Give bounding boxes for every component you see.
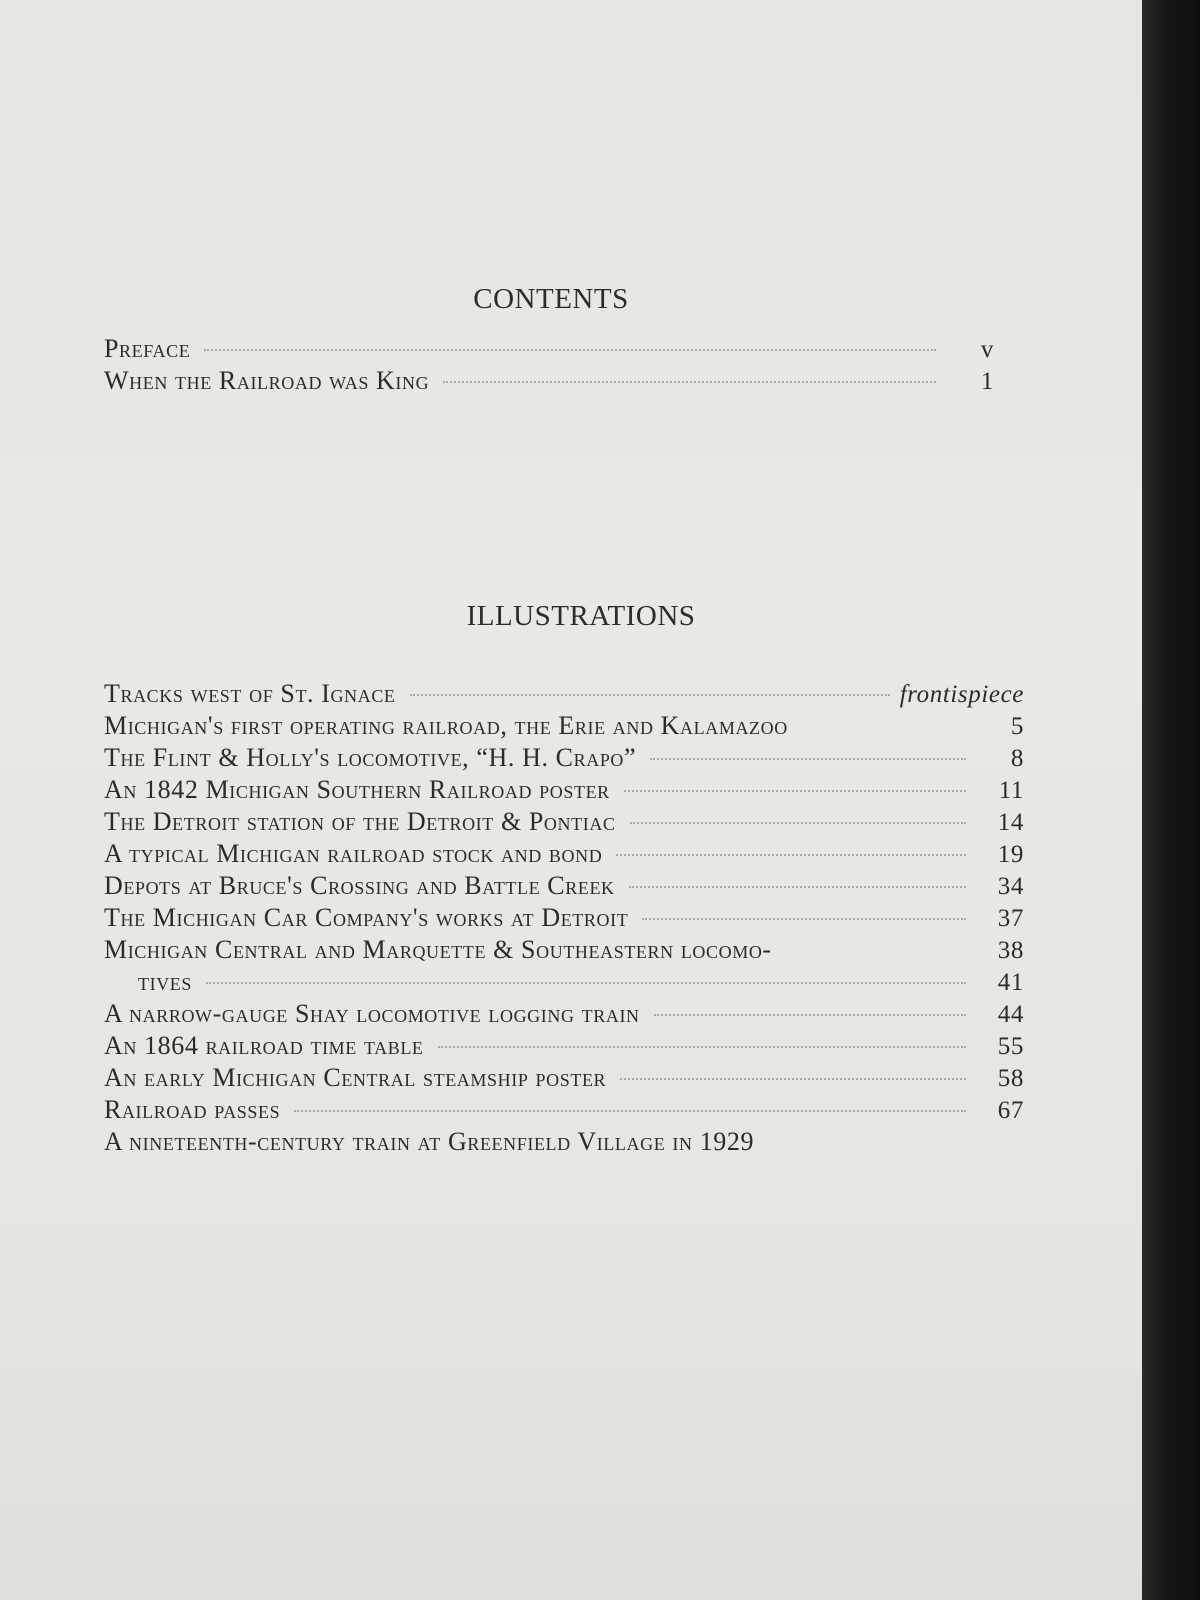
- illustration-entry: [104, 1094, 1024, 1126]
- dot-leader: [410, 694, 890, 696]
- dot-leader: [204, 349, 936, 351]
- entry-title: tives: [138, 967, 192, 996]
- entry-page: frontispiece: [899, 681, 1024, 708]
- entry-title: Michigan's first operating railroad, the Erie and Kalamazoo: [104, 711, 788, 740]
- illustration-entry: [104, 838, 1024, 870]
- illustration-entry: [104, 678, 1024, 710]
- dot-leader: [642, 918, 966, 920]
- illustration-entry: [104, 1030, 1024, 1062]
- entry-page: 1: [980, 368, 994, 395]
- entry-title: The Michigan Car Company's works at Detroit: [104, 903, 629, 932]
- entry-page: 44: [997, 1001, 1024, 1028]
- illustration-entry: [104, 902, 1024, 934]
- entry-title: Tracks west of St. Ignace: [104, 679, 396, 708]
- dot-leader: [438, 1046, 966, 1048]
- entry-page: 8: [1010, 745, 1024, 772]
- entry-page: 41: [997, 969, 1024, 996]
- entry-title: A nineteenth-century train at Greenfield Village in 1929: [104, 1127, 755, 1156]
- entry-title: Depots at Bruce's Crossing and Battle Creek: [104, 871, 615, 900]
- entry-page: 11: [998, 777, 1024, 804]
- entry-title: Railroad passes: [104, 1095, 281, 1124]
- contents-heading: CONTENTS: [473, 283, 629, 315]
- dot-leader: [654, 1014, 966, 1016]
- entry-page: 5: [1010, 713, 1024, 740]
- entry-title: Preface: [104, 334, 191, 363]
- illustration-entry: [104, 710, 1024, 742]
- dot-leader: [624, 790, 966, 792]
- dot-leader: [206, 982, 966, 984]
- dot-leader: [294, 1110, 966, 1112]
- entry-page: v: [980, 336, 994, 363]
- entry-page: 14: [997, 809, 1024, 836]
- entry-title: An 1864 railroad time table: [104, 1031, 424, 1060]
- illustration-entry: [104, 998, 1024, 1030]
- illustrations-heading: ILLUSTRATIONS: [466, 600, 696, 632]
- entry-page: 19: [997, 841, 1024, 868]
- entry-title: An 1842 Michigan Southern Railroad poster: [104, 775, 610, 804]
- contents-entry-railroad-king: [104, 365, 994, 397]
- entry-page: 38: [997, 937, 1024, 964]
- illustration-entry: [104, 806, 1024, 838]
- entry-page: 67: [997, 1097, 1024, 1124]
- dot-leader: [620, 1078, 966, 1080]
- entry-title: A typical Michigan railroad stock and bond: [104, 839, 603, 868]
- entry-page: 55: [997, 1033, 1024, 1060]
- book-edge-shadow: [1142, 0, 1200, 1600]
- entry-title: When the Railroad was King: [104, 366, 430, 395]
- entry-title: Michigan Central and Marquette & Southeastern locomo-: [104, 935, 772, 964]
- illustration-entry: [104, 1126, 1024, 1157]
- illustrations-list: [104, 678, 1024, 1157]
- illustration-entry: [104, 966, 1024, 998]
- entry-page: 34: [997, 873, 1024, 900]
- contents-list: [104, 333, 994, 397]
- entry-page: 58: [997, 1065, 1024, 1092]
- entry-title: An early Michigan Central steamship poster: [104, 1063, 607, 1092]
- entry-page: 37: [997, 905, 1024, 932]
- entry-title: A narrow-gauge Shay locomotive logging train: [104, 999, 640, 1028]
- entry-title: The Detroit station of the Detroit & Pontiac: [104, 807, 616, 836]
- dot-leader: [630, 822, 966, 824]
- dot-leader: [629, 886, 966, 888]
- illustration-entry: [104, 934, 1024, 966]
- dot-leader: [650, 758, 966, 760]
- illustration-entry: [104, 742, 1024, 774]
- illustration-entry: [104, 1062, 1024, 1094]
- dot-leader: [616, 854, 966, 856]
- illustration-entry: [104, 774, 1024, 806]
- dot-leader: [443, 381, 936, 383]
- entry-title: The Flint & Holly's locomotive, “H. H. Crapo”: [104, 743, 637, 772]
- contents-entry-preface: [104, 333, 994, 365]
- illustration-entry: [104, 870, 1024, 902]
